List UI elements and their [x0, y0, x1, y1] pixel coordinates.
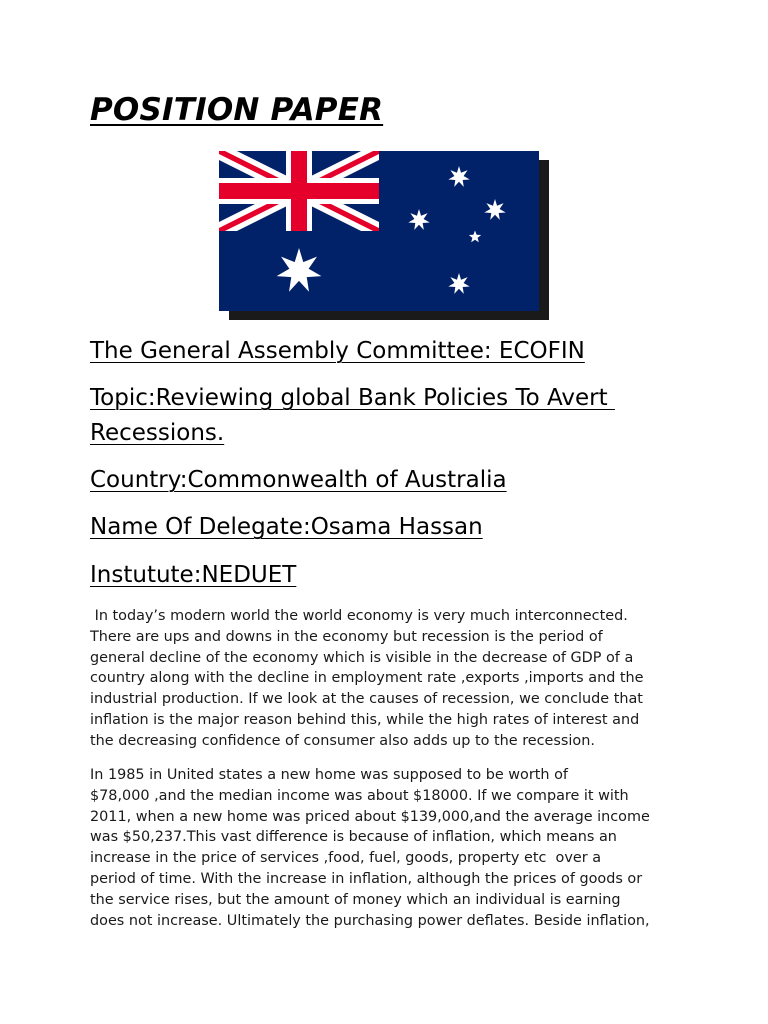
delegate-heading: Name Of Delegate:Osama Hassan [90, 514, 483, 540]
paragraph-line: $78,000 ,and the median income was about $18000. If we compare it with [90, 787, 629, 804]
paragraph-line: was $50,237.This vast difference is because of inflation, which means an [90, 829, 617, 846]
body-paragraph-1 [90, 606, 690, 752]
paragraph-line: inflation is the major reason behind this, while the high rates of interest and [90, 711, 640, 728]
australian-flag-icon [219, 151, 539, 311]
paragraph-line: In 1985 in United states a new home was supposed to be worth of [90, 767, 568, 783]
paragraph-line: does not increase. Ultimately the purchasing power deflates. Beside inflation, [90, 912, 650, 929]
paragraph-line: general decline of the economy which is visible in the decrease of GDP of a [90, 649, 634, 666]
topic-heading-line-2: Recessions. [90, 420, 225, 446]
topic-heading-line-1: Topic:Reviewing global Bank Policies To Avert [90, 385, 615, 411]
paragraph-line: country along with the decline in employment rate ,exports ,imports and the [90, 670, 644, 687]
paragraph-line: 2011, when a new home was priced about $139,000,and the average income [90, 808, 650, 825]
flag-figure [219, 151, 539, 311]
paragraph-line: the decreasing confidence of consumer also adds up to the recession. [90, 732, 595, 749]
institute-heading: Instutute:NEDUET [90, 562, 297, 588]
paragraph-line: increase in the price of services ,food, fuel, goods, property etc over a [90, 850, 602, 867]
body-paragraph-2 [90, 765, 690, 931]
paragraph-line: There are ups and downs in the economy but recession is the period of [90, 628, 603, 645]
committee-heading: The General Assembly Committee: ECOFIN [90, 338, 585, 364]
paragraph-line: the service rises, but the amount of money which an individual is earning [90, 891, 621, 908]
paragraph-line: In today’s modern world the world economy is very much interconnected. [90, 608, 628, 624]
document-title: POSITION PAPER [90, 92, 384, 128]
paragraph-line: period of time. With the increase in inflation, although the prices of goods or [90, 870, 643, 887]
paragraph-line: industrial production. If we look at the causes of recession, we conclude that [90, 691, 643, 708]
union-jack [219, 151, 379, 231]
country-heading: Country:Commonwealth of Australia [90, 467, 507, 493]
